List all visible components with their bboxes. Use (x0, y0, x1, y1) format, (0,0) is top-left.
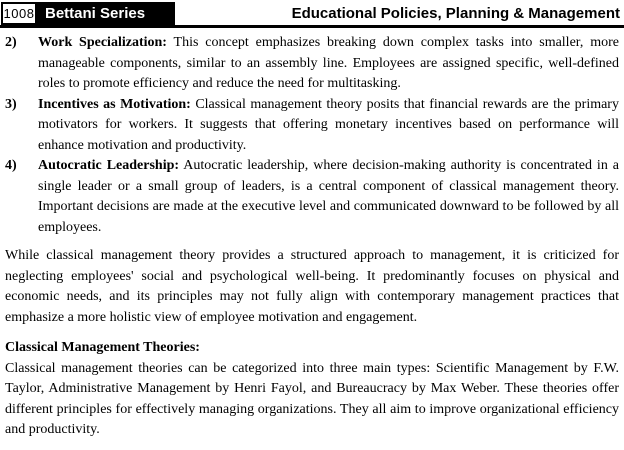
list-item (5, 33, 619, 95)
header-title-text: Educational Policies, Planning & Management (291, 5, 620, 22)
item-text (38, 156, 619, 238)
item-description: Classical management theory posits that financial rewards are the primary motivators for workers. It suggests that offering monetary incentives based on performance will enhance motivation and productivity. (38, 96, 619, 153)
series-badge (37, 2, 175, 25)
page-content (0, 28, 624, 441)
series-label: Bettani Series (45, 5, 146, 22)
item-number: 3) (5, 96, 17, 112)
page-header (0, 0, 624, 28)
paragraph-critique: While classical management theory provides a structured approach to management, it is criticized for neglecting employees' social and psychological well-being. It predominantly focuses on physical and economic needs, and its principles may not fully align with contemporary management practices that emphasize a more holistic view of employee motivation and engagement. (5, 248, 619, 325)
item-lead: Autocratic Leadership: (38, 158, 180, 173)
paragraph-theories: Classical management theories can be categorized into three main types: Scientific Management by F.W. Taylor, Administrative Management by Henri Fayol, and Bureaucracy by Max Weber. These theories offer different principles for effectively managing organizations. They all aim to improve organizational efficiency and productivity. (5, 360, 619, 437)
item-text (38, 33, 619, 95)
item-number: 2) (5, 35, 17, 50)
item-text (38, 95, 619, 157)
list-item (5, 95, 619, 157)
header-title (175, 2, 622, 25)
item-description: Autocratic leadership, where decision-making authority is concentrated in a single leader or a small group of leaders, is a central component of classical management theory. Important decisions are made at the executive level and communicated downward to be followed by all employees. (38, 158, 619, 235)
list-item (5, 156, 619, 238)
page-number-box (1, 2, 37, 25)
item-description: This concept emphasizes breaking down complex tasks into smaller, more manageable components, similar to an assembly line. Employees are assigned specific, well-defined roles to promote efficiency and reduce the need for multitasking. (38, 35, 619, 91)
section-heading: Classical Management Theories: (5, 340, 200, 355)
item-number: 4) (5, 158, 17, 173)
page-number: 1008 (3, 6, 35, 21)
item-lead: Work Specialization: (38, 35, 167, 50)
item-lead: Incentives as Motivation: (38, 96, 191, 112)
